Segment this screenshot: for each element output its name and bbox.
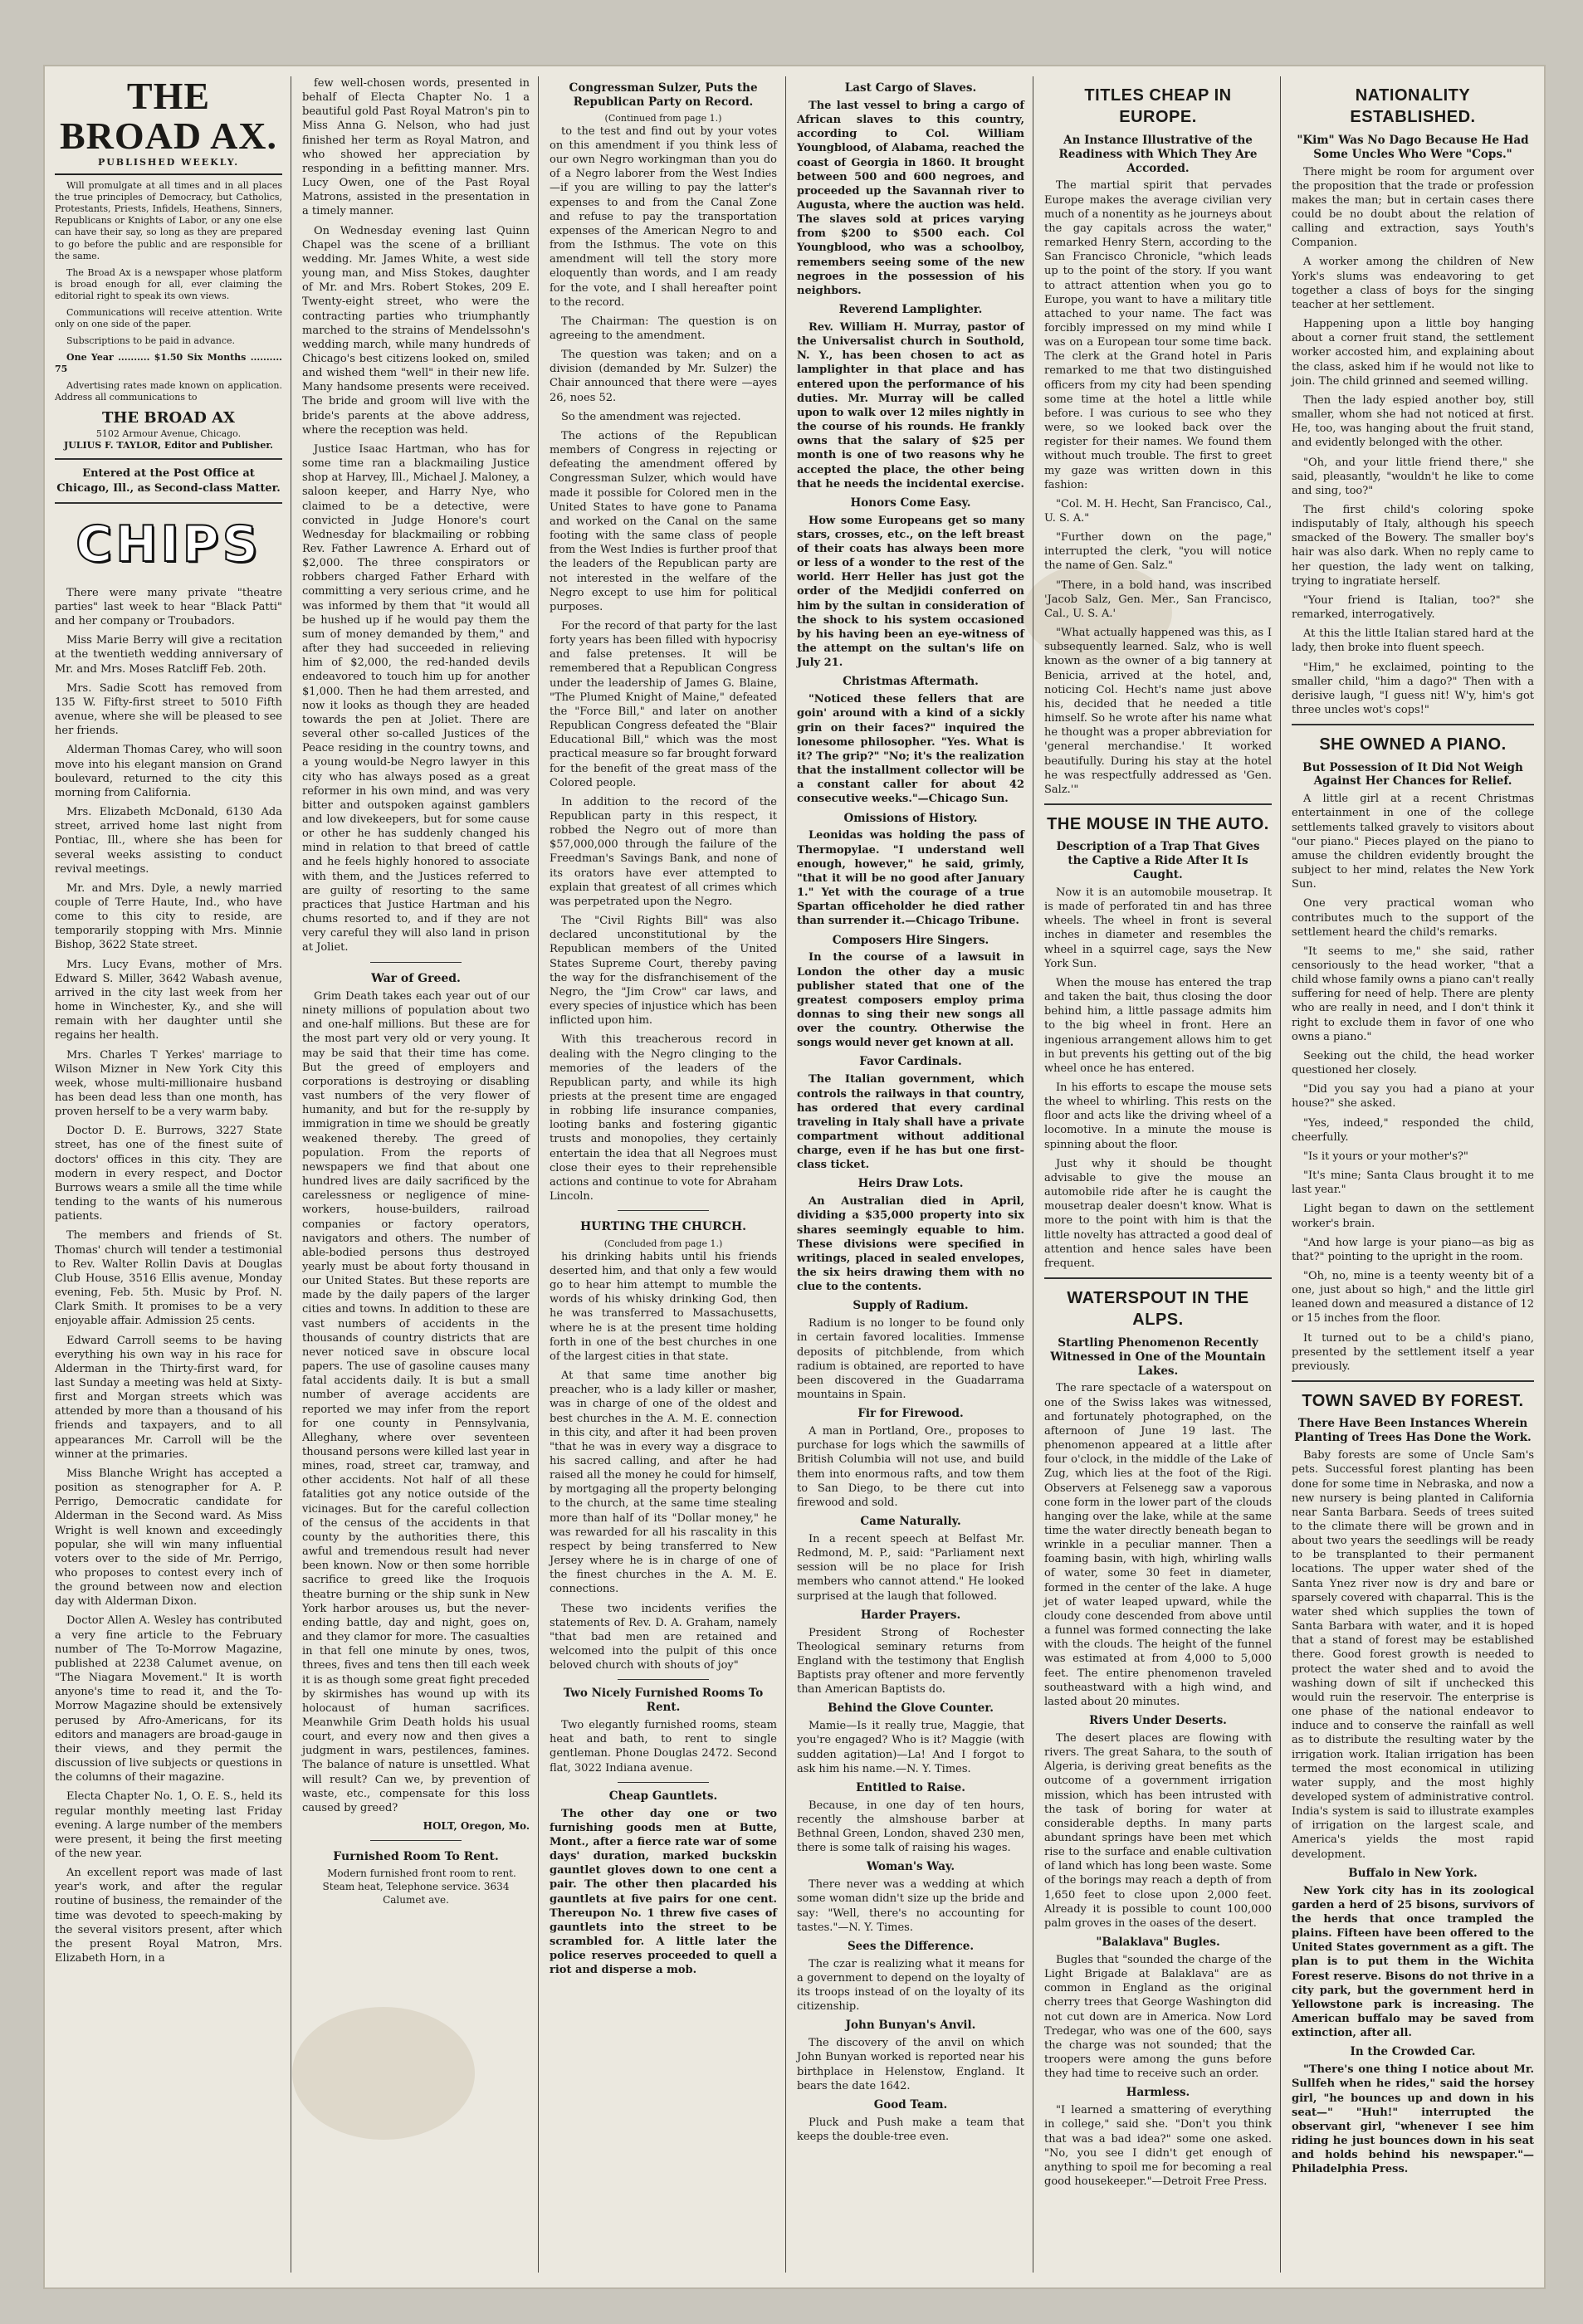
article-paragraph: "There, in a bold hand, was inscribed 'Jacob Salz, Gen. Mer., San Francisco, Cal., U. S. A.' xyxy=(1044,579,1272,620)
article-paragraph: The other day one or two furnishing goods men at Butte, Mont., after a fierce rate war of some days' duration, marked buckskin gauntlet gloves down to one cent a pair. The other then placarded his gauntlets at five pairs for one cent. Thereupon No. 1 threw five cases of gauntlets into the street to be scrambled for. A little later the police reserves proceeded to quell a riot and disperse a mob. xyxy=(550,1807,777,1977)
article-paragraph: For the record of that party for the last forty years has been filled with hypocrisy and false pretenses. It will be remembered that a Republican Congress under the leadership of James G. Blaine, "The Plumed Knight of Maine," defeated the "Force Bill," and later on another Republican Congress defeated the "Blair Educational Bill," which was the most practical measure so far brought forward for the benefit of the great mass of the Colored people. xyxy=(550,619,777,789)
item-text: The desert places are flowing with rivers. The great Sahara, to the south of Algeria, is deriving great benefits as the outcome of a government irrigation mission, which has been intrusted with the task of boring for water at considerable depths. In many parts abundant springs have been met which rise to the surface and enable cultivation of land which has long been waste. Some of the borings may reach a depth of from 1,650 feet to close upon 2,000 feet. Already it is possible to count 100,000 palm groves in the oases of the desert. xyxy=(1044,1731,1272,1930)
item-heading: Harder Prayers. xyxy=(860,1608,961,1622)
chips-item: Miss Marie Berry will give a recitation at the twentieth wedding anniversary of Mr. and Mrs. Moses Ratcliff Feb. 20th. xyxy=(55,634,282,676)
article-paragraph: "Him," he exclaimed, pointing to the smaller child, "him a dago?" Then with a derisive laugh, "I guess nit! W'y, him's got three uncles wot's cops!" xyxy=(1292,661,1534,716)
article-paragraph: When the mouse has entered the trap and taken the bait, thus closing the door behind him, a little passage admits him to the big wheel in front. Here an ingenious arrangement allows him to get in but prevents his getting out of the big wheel once he has entered. xyxy=(1044,976,1272,1075)
item-heading: Omissions of History. xyxy=(843,811,978,825)
item-text: "There's one thing I notice about Mr. Sullfeh when he rides," said the horsey girl, "he bounces up and down in his seat—" "Huh!" interrupted the observant girl, "whenever I see him riding he just bounces down in his seat and holds behind his newspaper."—Philadelphia Press. xyxy=(1292,2063,1534,2176)
paper-frequency: PUBLISHED WEEKLY. xyxy=(97,156,240,168)
piano-heading: SHE OWNED A PIANO. xyxy=(1319,735,1507,754)
article-paragraph: It turned out to be a child's piano, presented by the settlement itself a year previously. xyxy=(1292,1331,1534,1373)
item-text: Pluck and Push make a team that keeps the double-tree even. xyxy=(797,2116,1024,2143)
column-2 xyxy=(296,76,536,2273)
item-text: The Italian government, which controls the railways in that country, has ordered that every cardinal traveling in Italy shall have a private compartment without additional charge, even if he has but one first-class ticket. xyxy=(797,1073,1024,1172)
chips-item: Mrs. Lucy Evans, mother of Mrs. Edward S. Miller, 3642 Wabash avenue, arrived in the city last week from her home in Winchester, Ky., and she will remain with her daughter until she regains her health. xyxy=(55,958,282,1042)
item-heading: Supply of Radium. xyxy=(853,1299,969,1313)
column-6 xyxy=(1285,76,1541,2273)
item-heading: Good Team. xyxy=(873,2097,948,2112)
item-text: An Australian died in April, dividing a $35,000 property into six shares seemingly equable to him. These divisions were specified in writings, placed in sealed envelopes, the six heirs drawing them with no clue to the contents. xyxy=(797,1195,1024,1294)
item-heading: Composers Hire Singers. xyxy=(832,933,989,947)
item-text: How some Europeans get so many stars, crosses, etc., on the left breast of their coats has always been more or less of a wonder to the rest of the world. Herr Heller has just got the order of the Medjidi conferred on him by the sultan in consideration of the shock to his system occasioned by his having been an eye-witness of the attempt on the sultan's life on July 21. xyxy=(797,514,1024,670)
article-paragraph: These two incidents verifies the statements of Rev. D. A. Graham, namely "that bad men are retained and welcomed into the pulpit of this once beloved church with shouts of joy" xyxy=(550,1602,777,1672)
article-paragraph: Happening upon a little boy hanging about a corner fruit stand, the settlement worker accosted him, and explaining about the class, asked him if he would not like to join. The child grinned and seemed willing. xyxy=(1292,318,1534,388)
article-paragraph: The rare spectacle of a waterspout on one of the Swiss lakes was witnessed, and fortunately photographed, on the afternoon of June 19 last. The phenomenon appeared at a little after four o'clock, in the middle of the Lake of Zug, which lies at the foot of the Rigi. Observers at Felsenegg saw a vaporous cone form in the lower part of the clouds hanging over the lake, while at the same time the water directly beneath began to wrinkle in a peculiar manner. Then a foaming basin, with high, whirling walls of water, some 30 feet in diameter, formed in the center of the lake. A huge jet of water leaped upward, while the cloudy cone descended from above until a funnel was formed connecting the lake with the clouds. The height of the funnel was estimated at from 4,000 to 5,000 feet. The entire phenomenon traveled southeastward with a high wind, and lasted about 20 minutes. xyxy=(1044,1382,1272,1708)
item-text: Rev. William H. Murray, pastor of the Universalist church in Southold, N. Y., has been chosen to act as lamplighter in that place and has entered upon the performance of his duties. Mr. Murray will be called upon to walk over 12 miles nightly in the course of his rounds. He frankly owns that the salary of $25 per month is one of two reasons why he accepted the place, the other being that he needs the incidental exercise. xyxy=(797,320,1024,491)
item-text: Radium is no longer to be found only in certain favored localities. Immense deposits of pitchblende, from which radium is obtained, are reported to have been discovered in the Guadarrama mountains in Spain. xyxy=(797,1317,1024,1402)
article-paragraph: "Further down on the page," interrupted the clerk, "you will notice the name of Gen. Salz." xyxy=(1044,531,1272,573)
item-text: President Strong of Rochester Theological seminary returns from England with the testimony that English Baptists pray oftener and more fervently than American Baptists do. xyxy=(797,1626,1024,1697)
chips-item: Mrs. Sadie Scott has removed from 135 W. Fifty-first street to 5010 Fifth avenue, where she will be pleased to see her friends. xyxy=(55,681,282,738)
newspaper-page xyxy=(43,65,1546,2289)
chips-item: Edward Carroll seems to be having everything his own way in his race for Alderman in the Thirty-first ward, for last Sunday a meeting was held at Sixty-first and Morgan streets which was attended by more than a thousand of his friends and taxpayers, and to all appearances Mr. Carroll will be the winner at the primaries. xyxy=(55,1334,282,1461)
article-paragraph: There might be room for argument over the proposition that the trade or profession makes the man; but in certain cases there could be no doubt about the relation of calling and extraction, says Youth's Companion. xyxy=(1292,165,1534,250)
column-4 xyxy=(790,76,1031,2273)
article-paragraph: Seeking out the child, the head worker questioned her closely. xyxy=(1292,1049,1534,1077)
item-text: New York city has in its zoological garden a herd of 25 bisons, survivors of the herds that once trampled the plains. Fifteen have been offered to the United States government as a gift. The plan is to put them in the Wichita Forest reserve. Bisons do not thrive in a city park, but the government herd in Yellowstone park is increasing. The American buffalo may be saved from extinction, after all. xyxy=(1292,1884,1534,2040)
article-paragraph: At that same time another big preacher, who is a lady killer or masher, was in charge of one of the oldest and best churches in the A. M. E. connection in this city, and after it had been proven "that he was in every way a disgrace to his sacred calling, and after he had raised all the money he could for himself, by mortgaging all the property belonging to the church, at the same time stealing more than half of its "Dollar money," he was rewarded for all his rascality in this respect by being transferred to New Jersey where he is in charge of one of the finest churches in the A. M. E. connections. xyxy=(550,1370,777,1596)
item-heading: Came Naturally. xyxy=(860,1515,961,1529)
item-heading: Honors Come Easy. xyxy=(850,496,971,510)
article-paragraph: The question was taken; and on a division (demanded by Mr. Sulzer) the Chair announced that there were —ayes 26, noes 52. xyxy=(550,349,777,404)
article-paragraph: A little girl at a recent Christmas entertainment in one of the college settlements talked gravely to visitors about "our piano." Pieces played on the piano to amuse the children evidently brought the subject to her mind, relates the New York Sun. xyxy=(1292,793,1534,891)
item-text: The czar is realizing what it means for a government to depend on the loyalty of its troops instead of on the loyalty of its citizenship. xyxy=(797,1957,1024,2014)
item-heading: Heirs Draw Lots. xyxy=(857,1177,964,1191)
policy-text: Communications will receive attention. Write only on one side of the paper. xyxy=(55,306,282,330)
chips-item: An excellent report was made of last year's work, and after the regular routine of business, the remainder of the time was devoted to speech-making by the several visitors present, after which the present Royal Matron, Mrs. Elizabeth Horn, in a xyxy=(55,1867,282,1965)
column-1 xyxy=(48,76,289,2273)
item-text: The discovery of the anvil on which John Bunyan worked is reported near his birthplace in Helenstow, England. It bears the date 1642. xyxy=(797,2037,1024,2092)
item-text: In a recent speech at Belfast Mr. Redmond, M. P., said: "Parliament next session will be no place for Irish members who cannot attend." He looked surprised at the laugh that followed. xyxy=(797,1532,1024,1603)
article-paragraph: The martial spirit that pervades Europe makes the average civilian very much of a nonentity as he journeys about the gay capitals across the water," remarked Henry Stern, according to the San Francisco Chronicle, "which leads up to the point of the story. If you want to attract attention when you go to Europe, you want to have a military title attached to your name. The fact was forcibly impressed on my mind while I was on a European tour some time back. The clerk at the Grand hotel in Paris remarked to me that two distinguished officers from my city had been spending some time at the hotel a little while before. I was curious to see who they were, so we looked back over the register for their names. We found them without much trouble. The first to greet my gaze was written down in this fashion: xyxy=(1044,179,1272,491)
item-heading: Buffalo in New York. xyxy=(1348,1866,1478,1880)
rooms-heading: Two Nicely Furnished Rooms To Rent. xyxy=(563,1687,764,1715)
item-text: There never was a wedding at which some woman didn't size up the bride and say: "Well, there's no accounting for tastes."—N. Y. Times. xyxy=(797,1878,1024,1934)
item-heading: In the Crowded Car. xyxy=(1350,2045,1476,2059)
item-text: In the course of a lawsuit in London the other day a music publisher stated that one of the greatest composers employ prima donnas to sing their new songs all over the country. Otherwise the songs would never get known at all. xyxy=(797,951,1024,1050)
editor-line: JULIUS F. TAYLOR, Editor and Publisher. xyxy=(63,440,273,452)
forest-heading: TOWN SAVED BY FOREST. xyxy=(1302,1392,1524,1411)
article-paragraph: In addition to the record of the Republican party in this respect, it robbed the Negro out of more than $57,000,000 through the failure of the Freedman's Savings Bank, and none of its orators have ever attempted to explain that greatest of all crimes which was perpetrated upon the Negro. xyxy=(550,795,777,908)
item-heading: Sees the Difference. xyxy=(847,1939,975,1953)
article-paragraph: The "Civil Rights Bill" was also declared unconstitutional by the Republican members of the United States Supreme Court, thereby paving the way for the disfranchisement of the Negro, the "Jim Crow" car laws, and every species of injustice which has been inflicted upon him. xyxy=(550,915,777,1028)
article-paragraph: One very practical woman who contributes much to the support of the settlement heard the child's remarks. xyxy=(1292,897,1534,939)
sulzer-heading: Congressman Sulzer, Puts the Republican Party on Record. xyxy=(569,81,758,109)
concluded-note: (Concluded from page 1.) xyxy=(603,1238,723,1249)
masthead xyxy=(55,76,282,175)
publisher-address: 5102 Armour Avenue, Chicago. xyxy=(95,428,242,440)
article-paragraph: The actions of the Republican members of Congress in rejecting or defeating the amendment offered by Congressman Sulzer, which would have made it possible for Colored men in the United States to have gone to Panama and worked on the Canal on the same footing with the same class of people from the West Indies is further proof that the leaders of the Republican party are not interested in the welfare of the Negro except to use him for political purposes. xyxy=(550,429,777,613)
item-heading: Woman's Way. xyxy=(866,1860,955,1874)
article-paragraph: "It seems to me," she said, rather censoriously to the head worker, "that a child whose family owns a piano can't really suffering for need of help. There are plenty who are really in need, and I don't think it right to exclude them in favor of one who owns a piano." xyxy=(1292,945,1534,1043)
article-paragraph: So the amendment was rejected. xyxy=(561,410,741,423)
paper-name: THE BROAD AX. xyxy=(59,76,278,158)
article-paragraph: "Col. M. H. Hecht, San Francisco, Cal., U. S. A." xyxy=(1044,497,1272,525)
article-signature: HOLT, Oregon, Mo. xyxy=(423,1820,530,1833)
article-paragraph: "Yes, indeed," responded the child, cheerfully. xyxy=(1292,1116,1534,1144)
item-heading: John Bunyan's Anvil. xyxy=(845,2019,976,2033)
titles-heading: TITLES CHEAP IN EUROPE. xyxy=(1084,86,1232,127)
article-paragraph: In his efforts to escape the mouse sets the wheel to whirling. This rests on the floor and acts like the driving wheel of a locomotive. In a minute the mouse is spinning about the floor. xyxy=(1044,1081,1272,1151)
waterspout-heading: WATERSPOUT IN THE ALPS. xyxy=(1067,1289,1249,1330)
gauntlets-heading: Cheap Gauntlets. xyxy=(608,1789,718,1803)
chips-item: Doctor Allen A. Wesley has contributed a very fine article to the February number of The To-Morrow Magazine, published at 2238 Calumet avenue, on "The Niagara Movement." It is worth anyone's time to read it, and the To-Morrow Magazine should be extensively perused by Afro-Americans, for its editors and managers are broad-gauge in their views, and they permit the discussion of live subjects or questions in the columns of their magazine. xyxy=(55,1614,282,1784)
chips-item: The members and friends of St. Thomas' church will tender a testimonial to Rev. Walter Rollin Davis at Douglas Club House, 3516 Ellis avenue, Monday evening, Feb. 5th. Music by Prof. N. Clark Smith. It promises to be a very enjoyable affair. Admission 25 cents. xyxy=(55,1229,282,1328)
article-paragraph: "And how large is your piano—as big as that?" pointing to the upright in the room. xyxy=(1292,1236,1534,1263)
mouse-subheading: Description of a Trap That Gives the Captive a Ride After It Is Caught. xyxy=(1056,840,1260,882)
item-heading: Rivers Under Deserts. xyxy=(1089,1714,1227,1728)
article-paragraph: The first child's coloring spoke indisputably of Italy, although his speech smacked of the Bowery. The smaller boy's hair was also dark. When no reply came to her question, the lady went on talking, trying to ingratiate herself. xyxy=(1292,503,1534,588)
advertising-note: Advertising rates made known on application. Address all communications to xyxy=(55,380,282,403)
article-paragraph: "Oh, and your little friend there," she said, pleasantly, "wouldn't he like to come and sing, too?" xyxy=(1292,456,1534,497)
mouse-heading: THE MOUSE IN THE AUTO. xyxy=(1047,814,1269,833)
nationality-heading: NATIONALITY ESTABLISHED. xyxy=(1350,86,1476,127)
article-paragraph: Light began to dawn on the settlement worker's brain. xyxy=(1292,1203,1534,1230)
article-paragraph: Justice Isaac Hartman, who has for some time ran a blackmailing Justice shop at Harvey, Ill., Michael J. Maloney, a saloon keeper, and Harry Nye, who claimed to be a detective, were convicted in Judge Honore's court Wednesday for blackmailing or robbing Rev. Father Lawrence A. Erhard out of $2,000. The three conspirators or robbers charged Father Erhard with committing a very serious crime, and he was informed by them that "it would all be hushed up if he would pay them the sum of money demanded by them," and after they had succeeded in relieving him of $2,000, the red-handed devils endeavored to touch him up for another $1,000. Then he had them arrested, and now it looks as though they are headed towards the pen at Joliet. There are several other so-called Justices of the Peace residing in the country towns, and a young would-be Negro lawyer in this city who has always posed as a great reformer in his own mind, and was very bitter and outspoken against gamblers and low divekeepers, but for some cause or other he has suddenly changed his mind in relation to that breed of cattle and he feels highly honored to associate with them, and the Justices referred to are guilty of resorting to the same practices that Justice Hartman and his chums resorted to, and if they are not very careful they will also land in prison at Joliet. xyxy=(302,442,530,954)
article-paragraph: "It's mine; Santa Claus brought it to me last year." xyxy=(1292,1169,1534,1197)
article-paragraph: Now it is an automobile mousetrap. It is made of perforated tin and has three wheels. The wheel in front is several inches in diameter and resembles the wheel in a squirrel cage, says the New York Sun. xyxy=(1044,886,1272,970)
postal-entry: Entered at the Post Office at Chicago, Ill., as Second-class Matter. xyxy=(56,467,281,495)
article-paragraph: his drinking habits until his friends deserted him, and that only a few would go to hear him attempt to mumble the words of his whisky drinking God, then he was transferred to Massachusetts, where he is at the present time holding forth in one of the best churches in one of the largest cities in that state. xyxy=(550,1250,777,1363)
item-heading: Reverend Lamplighter. xyxy=(838,303,983,317)
article-paragraph: "Oh, no, mine is a teenty weenty bit of a one, just about so high," and the little girl leaned down and measured a distance of 12 or 15 inches from the floor. xyxy=(1292,1269,1534,1326)
chips-heading: CHIPS xyxy=(76,515,261,574)
chips-item: There were many private "theatre parties" last week to hear "Black Patti" and her company or Troubadors. xyxy=(55,586,282,628)
item-heading: Entitled to Raise. xyxy=(856,1780,965,1794)
piano-subheading: But Possession of It Did Not Weigh Against Her Chances for Relief. xyxy=(1302,760,1523,788)
article-paragraph: The Chairman: The question is on agreeing to the amendment. xyxy=(550,315,777,343)
article-paragraph: A worker among the children of New York's slums was endeavoring to get together a class of boys for the singing teacher at her settlement. xyxy=(1292,256,1534,311)
chips-item: Alderman Thomas Carey, who will soon move into his elegant mansion on Grand boulevard, returned to the city this morning from California. xyxy=(55,744,282,799)
item-heading: Last Cargo of Slaves. xyxy=(844,81,977,95)
article-paragraph: "What actually happened was this, as I subsequently learned. Salz, who is well known as the owner of a big tannery at Benicia, arrived at the hotel, and, noticing Col. Hecht's name just above his, decided that he needed a title himself. So he wrote after his name what he thought was a proper abbreviation for 'general merchandise.' It worked beautifully. During his stay at the hotel he was respectfully addressed as 'Gen. Salz.'" xyxy=(1044,627,1272,796)
continued-note: (Continued from page 1.) xyxy=(604,112,722,124)
item-heading: Harmless. xyxy=(1126,2086,1190,2100)
church-heading: HURTING THE CHURCH. xyxy=(579,1220,747,1234)
chips-item: Mrs. Elizabeth McDonald, 6130 Ada street, arrived home last night from Pontiac, Ill., where she has been for several weeks assisting to conduct revival meetings. xyxy=(55,806,282,876)
policy-text: The Broad Ax is a newspaper whose platform is broad enough for all, ever claiming the editorial right to speak its own views. xyxy=(55,266,282,301)
rent-heading: Furnished Room To Rent. xyxy=(333,1849,499,1863)
column-3 xyxy=(543,76,784,2273)
item-text: The last vessel to bring a cargo of African slaves to this country, according to Col. William Youngblood, of Alabama, reached the coast of Georgia in 1860. It brought between 500 and 600 negroes, and proceeded up the Savannah river to Augusta, where the auction was held. The slaves sold at prices varying from $200 to $500 each. Col Youngblood, who was a schoolboy, remembers seeing some of the new negroes in the possession of his neighbors. xyxy=(797,99,1024,297)
item-heading: "Balaklava" Bugles. xyxy=(1096,1936,1220,1950)
chips-item: Mr. and Mrs. Dyle, a newly married couple of Terre Haute, Ind., who have come to this city to reside, are temporarily stopping with Mrs. Minnie Bishop, 3622 State street. xyxy=(55,881,282,952)
item-heading: Fir for Firewood. xyxy=(857,1407,964,1421)
item-text: Mamie—Is it really true, Maggie, that you're engaged? Who is it? Maggie (with sudden agitation)—La! And I forgot to ask him his name.—N. Y. Times. xyxy=(797,1720,1024,1775)
article-paragraph: Then the lady espied another boy, still smaller, whom she had not noticed at first. He, too, was hanging about the fruit stand, and evidently belonged with the other. xyxy=(1292,393,1534,450)
article-paragraph: "Your friend is Italian, too?" she remarked, interrogatively. xyxy=(1292,593,1534,622)
war-of-greed-heading: War of Greed. xyxy=(371,971,461,985)
chips-item: Electa Chapter No. 1, O. E. S., held its regular monthly meeting last Friday evening. A large number of the members were present, it being the first meeting of the new year. xyxy=(55,1790,282,1860)
subscription-rates: One Year .......... $1.50 Six Months .......... 75 xyxy=(55,352,282,375)
forest-subheading: There Have Been Instances Wherein Planting of Trees Has Done the Work. xyxy=(1294,1417,1532,1445)
item-heading: Favor Cardinals. xyxy=(859,1055,962,1069)
article-paragraph: "Is it yours or your mother's?" xyxy=(1303,1150,1468,1163)
policy-text: Will promulgate at all times and in all places the true principles of Democracy, but Catholics, Protestants, Priests, Infidels, Heathens, Sinners, Republicans or Knights of Labor, or any one else can have their say, so long as they are prepared to go before the public and are responsible for the same. xyxy=(55,180,282,261)
item-text: A man in Portland, Ore., proposes to purchase for logs which the sawmills of British Columbia will not use, and build them into enormous rafts, and tow them to San Diego, to be there cut into firewood and sold. xyxy=(797,1425,1024,1509)
article-paragraph: Baby forests are some of Uncle Sam's pets. Successful forest planting has been done for some time in Nebraska, and now a new nursery is being planted in California near Santa Barbara. Seeds of trees suited to the climate there will be grown and in about two years the seedlings will be ready to be transplanted to their permanent locations. The upper water shed of the Santa Ynez river now is dry and bare or sparsely covered with chaparral. This is the water shed which supplies the town of Santa Barbara with water, and it is hoped that a stand of forest may be established there. Good forest growth is needed to protect the water shed and to avoid the washing down of silt if unchecked this would ruin the reservoir. The enterprise is one phase of the national endeavor to induce and to conserve the rainfall as well as to distribute the resulting water by the irrigation work. Italian irrigation has been termed the most economical in utilizing water supply, and the most highly developed system of administrative control. India's system is said to illustrate examples of irrigation on the largest scale, and America's yields the most rapid development. xyxy=(1292,1449,1534,1861)
chips-item: Doctor D. E. Burrows, 3227 State street, has one of the finest suite of doctors' offices in this city. They are modern in every respect, and Doctor Burrows wears a smile all the time while tending to the wants of his numerous patients. xyxy=(55,1125,282,1223)
article-paragraph: With this treacherous record in dealing with the Negro clinging to the memories of the leaders of the Republican party, and while its high priests at the present time are engaged in robbing life insurance companies, looting banks and fostering gigantic trusts and monopolies, they certainly entertain the idea that all Negroes must close their eyes to their reprehensible actions and continue to vote for Abraham Lincoln. xyxy=(550,1033,777,1204)
article-paragraph: to the test and find out by your votes on this amendment if you think less of our own Negro workingman than you do of a Negro laborer from the West Indies—if you are willing to pay the latter's expenses to and from the Canal Zone and refuse to pay the transportation expenses of the American Negro to and from the Isthmus. The vote on this amendment will tell the story more eloquently than words, and I am ready for the vote, and I shall hereafter point to the record. xyxy=(550,124,777,309)
item-text: "I learned a smattering of everything in college," said she. "Don't you think that was a bad idea?" some one asked. "No, you see I didn't get enough of anything to spoil me for becoming a real good housekeeper."—Detroit Free Press. xyxy=(1044,2104,1272,2189)
item-text: Because, in one day of ten hours, recently the almshouse barber at Bethnal Green, London, shaved 230 men, there is some talk of raising his wages. xyxy=(797,1799,1024,1855)
column-rule xyxy=(785,76,786,2273)
item-text: "Noticed these fellers that are goin' around with a kind of a sickly grin on their faces?" inquired the lonesome philosopher. "Yes. What is it? The grip?" "No; it's the realization that the installment collector will be a constant caller for about 42 consecutive weeks."—Chicago Sun. xyxy=(797,693,1024,806)
article-paragraph: Just why it should be thought advisable to give the mouse an automobile ride after he is caught the mousetrap dealer doesn't know. What is more to the point with him is that the little novelty has attracted a good deal of attention and hence sales have been frequent. xyxy=(1044,1157,1272,1270)
column-5 xyxy=(1038,76,1278,2273)
publisher-name: THE BROAD AX xyxy=(101,409,235,427)
column-rule xyxy=(538,76,539,2273)
item-text: Leonidas was holding the pass of Thermopylae. "I understand well enough, however," he said, grimly, "that it will be no good after January 1." Yet with the courage of a true Spartan officeholder he died rather than surrender it.—Chicago Tribune. xyxy=(797,829,1024,928)
nationality-subheading: "Kim" Was No Dago Because He Had Some Uncles Who Were "Cops." xyxy=(1297,133,1529,161)
policy-text: Subscriptions to be paid in advance. xyxy=(66,335,236,347)
waterspout-subheading: Startling Phenomenon Recently Witnessed in One of the Mountain Lakes. xyxy=(1050,1335,1266,1378)
article-paragraph: "Did you say you had a piano at your house?" she asked. xyxy=(1292,1083,1534,1111)
rooms-ad: Two elegantly furnished rooms, steam heat and bath, to rent to single gentleman. Phone Douglas 2472. Second flat, 3022 Indiana avenue. xyxy=(550,1719,777,1775)
article-paragraph: Grim Death takes each year out of our ninety millions of population about two and one-half millions. But these are for the most part very old or very young. It may be said that their time has come. But the greed of employers and corporations is destroying or disabling vast numbers of the very flower of humanity, and but for the re-supply by immigration in time we should be greatly weakened thereby. The greed of population. From the reports of newspapers we find that about one hundred lives are daily sacrificed by the carelessness or negligence of mine-workers, house-builders, railroad companies or factory operators, navigators and others. The number of able-bodied persons thus destroyed yearly must be about forty thousand in our United States. But these reports are made by the daily papers of the larger cities and towns. In addition to these are vast numbers of accidents in the thousands of country districts that are never noticed save in obscure local papers. The use of gasoline causes many fatal accidents daily. It is but a small number of average accidents are reported we may infer from the report for one county in Pennsylvania, Alleghany, where over seventeen thousand persons were killed last year in mines, road, street car, tramway, and other accidents. Not half of all these fatalities got any notice outside of the vicinages. But for the careful collection of the census of the accidents in that county by the authorities there, this awful and tremendous result had never been known. Now or then some horrible sacrifice to greed like the Iroquois theatre burning or the ship sunk in New York harbor arouses us, but the never-ending battle, day and night, goes on, and they clamor for more. The casualties in that fell one minute by ones, twos, threes, fives and tens then till each week it is as though some great fight preceded by skirmishes has wound up with its holocaust of human sacrifices. Meanwhile Grim Death holds his usual court, and every now and then gives a judgment in wars, pestilences, famines. The balance of nature is unsettled. What will result? Can we, by prevention of waste, etc., compensate for this loss caused by greed? xyxy=(302,990,530,1814)
item-heading: Behind the Glove Counter. xyxy=(828,1702,994,1716)
article-paragraph: On Wednesday evening last Quinn Chapel was the scene of a brilliant wedding. Mr. James White, a west side young man, and Miss Stokes, daughter of Mr. and Mrs. Robert Stokes, 209 E. Twenty-eight street, who were the contracting parties who triumphantly marched to the strains of Mendelssohn's wedding march, while many hundreds of Chicago's best citizens looked on, smiled and wished them "well" in their new life. Many handsome presents were received. The bride and groom will live with the bride's parents at the above address, where the reception was held. xyxy=(302,224,530,437)
titles-subheading: An Instance Illustrative of the Readiness with Which They Are Accorded. xyxy=(1058,133,1258,175)
article-paragraph: few well-chosen words, presented in behalf of Electa Chapter No. 1 a beautiful gold Past Royal Matron's pin to Miss Anna G. Nelson, who had just finished her term as Royal Matron, and who showed her appreciation by responding in a befitting manner. Mrs. Lucy Owen, one of the Past Royal Matrons, assisted in the presentation in a timely manner. xyxy=(302,77,530,218)
article-paragraph: At this the little Italian stared hard at the lady, then broke into fluent speech. xyxy=(1292,627,1534,655)
item-heading: Christmas Aftermath. xyxy=(843,675,979,689)
column-rule xyxy=(1280,76,1281,2273)
chips-item: Mrs. Charles T Yerkes' marriage to Wilson Mizner in New York City this week, whose multi-millionaire husband has been dead less than one month, has proven herself to be a very warm baby. xyxy=(55,1048,282,1119)
rent-ad: Modern furnished front room to rent. Steam heat, Telephone service. 3634 Calumet ave. xyxy=(322,1868,516,1907)
chips-item: Miss Blanche Wright has accepted a position as stenographer for A. P. Perrigo, Democratic candidate for Alderman in the Second ward. As Miss Wright is well known and exceedingly popular, she will win many influential voters over to the side of Mr. Perrigo, who proposes to contest every inch of the ground between now and election day with Alderman Dixon. xyxy=(55,1467,282,1609)
item-text: Bugles that "sounded the charge of the Light Brigade at Balaklava" are as common in England as the original cherry trees that George Washington did not cut down are in America. Now Lord Tredegar, who was one of the 600, says the charge was not sounded; that the troopers were among the guns before they had time to receive such an order. xyxy=(1044,1953,1272,2081)
